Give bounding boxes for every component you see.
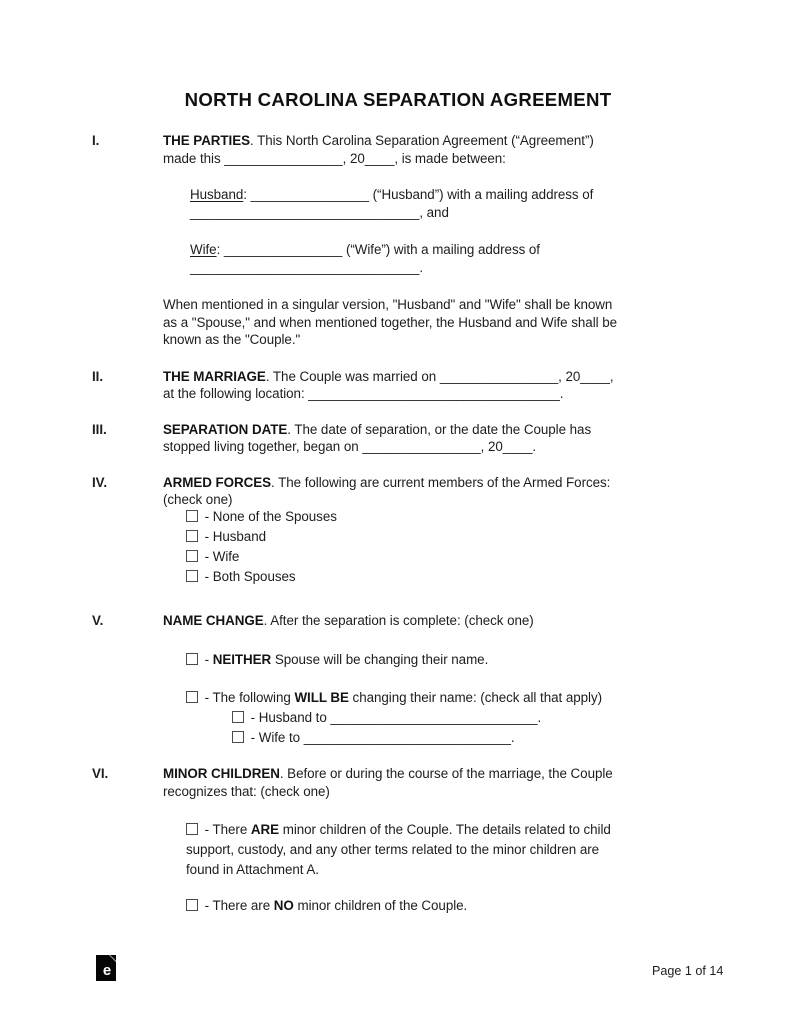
option-keyword: NEITHER [212, 652, 272, 667]
option-line: found in Attachment A. [186, 862, 319, 877]
checkbox-option-husband [186, 527, 704, 547]
option-text: minor children of the Couple. The details related to child [279, 822, 611, 837]
checkbox-option-wife [186, 547, 704, 567]
option-line [186, 820, 704, 840]
section-line: (check one) [163, 492, 233, 507]
wife-address-blank: _______________________________. [190, 259, 423, 275]
section-line [163, 368, 704, 386]
checkbox-husband-new-name[interactable] [232, 711, 244, 723]
paragraph-line: as a "Spouse," and when mentioned together, the Husband and Wife shall be [163, 314, 618, 330]
checkbox-option-no-minor-children [186, 896, 704, 916]
section-line [163, 421, 704, 439]
option-label: - Husband [201, 528, 267, 544]
checkbox-option-wife-new-name [232, 728, 704, 748]
section-numeral: III. [92, 421, 107, 437]
section-numeral: V. [92, 612, 104, 628]
checkbox-none-of-spouses[interactable] [186, 510, 198, 522]
paragraph-line: known as the "Couple." [163, 332, 301, 347]
spouse-definition-paragraph [163, 296, 704, 349]
option-keyword: WILL BE [294, 690, 349, 705]
section-line [163, 765, 704, 783]
section-numeral: VI. [92, 766, 109, 781]
option-text: - [201, 652, 213, 667]
section-heading: NAME CHANGE [163, 612, 264, 628]
checkbox-option-are-minor-children [186, 820, 704, 880]
document-content [92, 0, 704, 916]
checkbox-wife[interactable] [186, 550, 198, 562]
section-heading: MINOR CHILDREN [163, 766, 280, 781]
section-heading: ARMED FORCES [163, 474, 272, 490]
option-keyword: NO [273, 898, 294, 913]
section-heading: THE MARRIAGE [163, 368, 266, 384]
section-heading: THE PARTIES [163, 133, 250, 148]
section-text: . The following are current members of the Armed Forces: [271, 474, 611, 490]
section-text: . This North Carolina Separation Agreement (“Agreement”) [250, 133, 594, 148]
husband-label: Husband [190, 187, 244, 202]
option-text: Spouse will be changing their name. [271, 652, 489, 667]
checkbox-option-husband-new-name [232, 708, 704, 728]
section-line: at the following location: __________________________________. [163, 386, 564, 401]
section-name-change [92, 612, 704, 630]
section-text: . After the separation is complete: (check one) [263, 612, 534, 628]
section-heading: SEPARATION DATE [163, 421, 288, 437]
checkbox-both-spouses[interactable] [186, 570, 198, 582]
section-text: . The date of separation, or the date the Couple has [287, 421, 592, 437]
option-text: changing their name: (check all that apply) [348, 690, 602, 705]
section-numeral: II. [92, 368, 104, 384]
document-title: NORTH CAROLINA SEPARATION AGREEMENT [184, 89, 612, 110]
logo-letter: e [102, 962, 112, 979]
checkbox-wife-new-name[interactable] [232, 731, 244, 743]
option-text: - The following [201, 690, 295, 705]
page-number: Page 1 of 14 [652, 964, 724, 978]
checkbox-husband[interactable] [186, 530, 198, 542]
option-text: - Husband to ____________________________. [247, 710, 542, 725]
checkbox-will-be-changing[interactable] [186, 691, 198, 703]
option-text: minor children of the Couple. [293, 898, 468, 913]
section-text: . Before or during the course of the marriage, the Couple [279, 766, 613, 781]
section-numeral: I. [92, 133, 100, 148]
section-armed-forces [92, 474, 704, 587]
section-the-parties [92, 132, 704, 167]
checkbox-option-both [186, 567, 704, 587]
option-label: - Both Spouses [201, 568, 296, 584]
option-label: - Wife [201, 548, 240, 564]
section-line [163, 474, 704, 492]
section-line: stopped living together, began on ________________, 20____. [163, 439, 537, 454]
eforms-logo-icon [96, 955, 116, 981]
wife-clause [190, 241, 704, 276]
option-label: - None of the Spouses [201, 508, 337, 524]
section-separation-date [92, 421, 704, 456]
checkbox-are-minor-children[interactable] [186, 823, 198, 835]
clause-text: : ________________ (“Husband”) with a mailing address of [243, 187, 594, 202]
option-keyword: ARE [250, 822, 280, 837]
section-numeral: IV. [92, 474, 107, 490]
section-line: recognizes that: (check one) [163, 783, 330, 799]
clause-line [190, 186, 704, 204]
option-line: support, custody, and any other terms related to the minor children are [186, 842, 600, 857]
paragraph-line: When mentioned in a singular version, "Husband" and "Wife" shall be known [163, 297, 613, 312]
section-the-marriage [92, 368, 704, 403]
armed-forces-options [186, 507, 704, 587]
option-text: - There [201, 822, 251, 837]
checkbox-option-will-be-changing [186, 688, 704, 708]
clause-line [190, 241, 704, 259]
section-minor-children [92, 765, 704, 800]
section-text: . The Couple was married on ________________, 20____, [265, 368, 614, 384]
section-line: made this ________________, 20____, is made between: [163, 150, 506, 166]
husband-clause [190, 186, 704, 221]
wife-label: Wife [190, 242, 217, 257]
option-text: - There are [201, 898, 274, 913]
option-text: - Wife to ____________________________. [247, 730, 515, 745]
checkbox-option-none [186, 507, 704, 527]
checkbox-option-neither-name-change [186, 650, 704, 670]
clause-text: : ________________ (“Wife”) with a mailing address of [216, 242, 540, 257]
section-line [163, 132, 704, 150]
checkbox-neither-name-change[interactable] [186, 653, 198, 665]
husband-address-blank: _______________________________, and [190, 204, 449, 220]
checkbox-no-minor-children[interactable] [186, 899, 198, 911]
section-line [163, 612, 704, 630]
